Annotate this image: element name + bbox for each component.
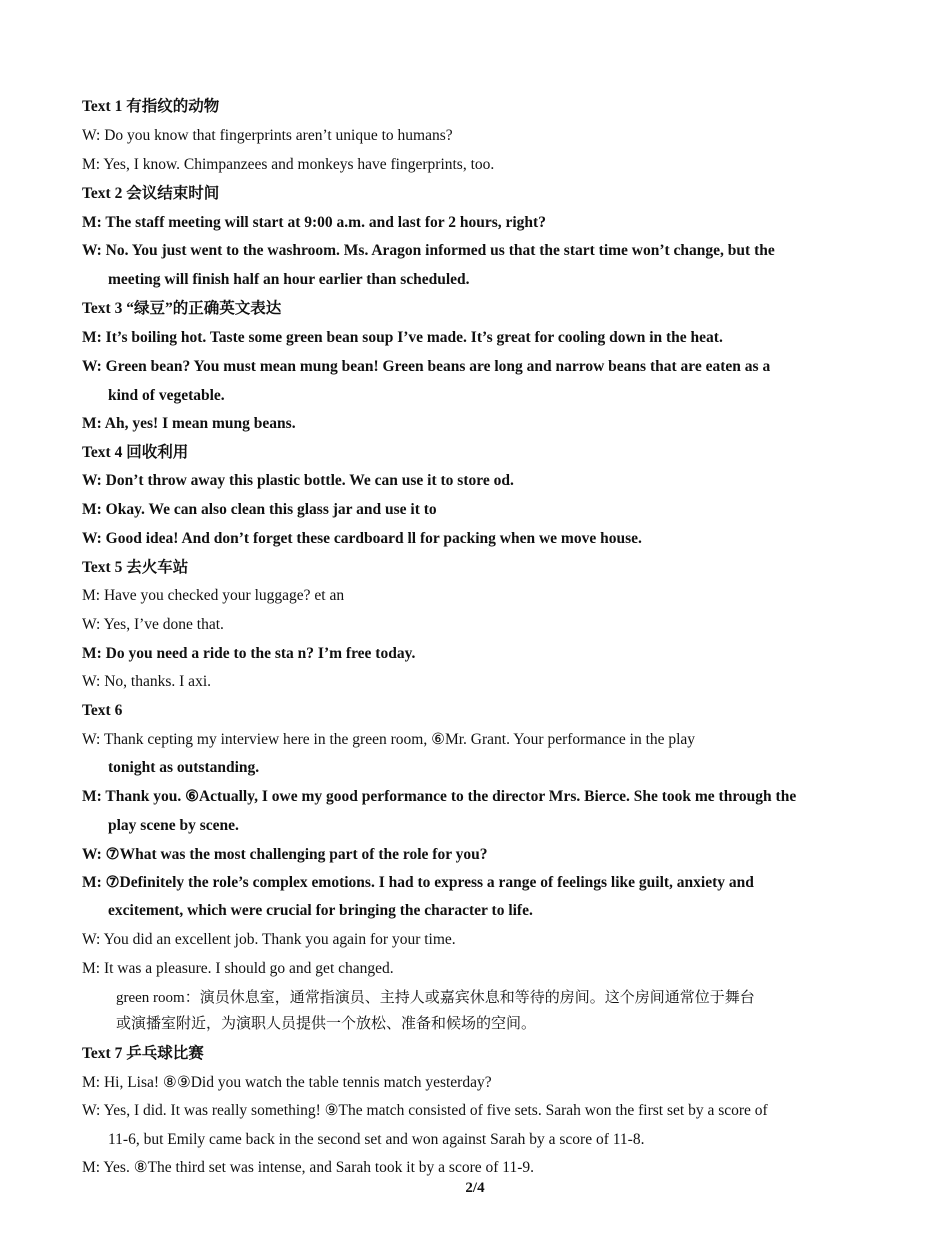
dialogue-line: W: Do you know that fingerprints aren’t unique to humans? xyxy=(82,127,453,144)
dialogue-line: M: Ah, yes! I mean mung beans. xyxy=(82,415,296,432)
section-heading-text4: Text 4 回收利用 xyxy=(82,444,189,461)
dialogue-line: W: Yes, I’ve done that. xyxy=(82,616,224,633)
dialogue-line: M: Do you need a ride to the sta n? I’m free today. xyxy=(82,645,416,662)
dialogue-line: M: Yes, I know. Chimpanzees and monkeys have fingerprints, too. xyxy=(82,156,495,173)
dialogue-line: W: Don’t throw away this plastic bottle. We can use it to store od. xyxy=(82,472,514,489)
section-heading-text3: Text 3 “绿豆”的正确英文表达 xyxy=(82,300,282,317)
dialogue-line: M: Have you checked your luggage? et an xyxy=(82,587,345,604)
dialogue-line-continued: meeting will finish half an hour earlier than scheduled. xyxy=(108,271,470,288)
dialogue-line: W: No. You just went to the washroom. Ms. Aragon informed us that the start time won’t change, but the xyxy=(82,242,775,259)
dialogue-line-continued: tonight as outstanding. xyxy=(108,759,260,776)
dialogue-line: W: Yes, I did. It was really something! ⑨The match consisted of five sets. Sarah won the first set by a score of xyxy=(82,1102,768,1119)
page-number: 2/4 xyxy=(465,1180,485,1196)
dialogue-line: W: ⑦What was the most challenging part of the role for you? xyxy=(82,846,488,863)
dialogue-line: M: It was a pleasure. I should go and get changed. xyxy=(82,960,394,977)
dialogue-line: W: You did an excellent job. Thank you again for your time. xyxy=(82,931,456,948)
dialogue-line: M: Yes. ⑧The third set was intense, and Sarah took it by a score of 11-9. xyxy=(82,1159,534,1176)
dialogue-line: M: Okay. We can also clean this glass jar and use it to xyxy=(82,501,437,518)
section-heading-text1: Text 1 有指纹的动物 xyxy=(82,98,220,115)
dialogue-line: W: No, thanks. I axi. xyxy=(82,673,211,690)
dialogue-line: M: ⑦Definitely the role’s complex emotions. I had to express a range of feelings like guilt, anxiety and xyxy=(82,874,754,891)
dialogue-line: M: Hi, Lisa! ⑧⑨Did you watch the table tennis match yesterday? xyxy=(82,1074,492,1091)
section-heading-text7: Text 7 乒乓球比赛 xyxy=(82,1045,204,1062)
dialogue-line-continued: excitement, which were crucial for bringing the character to life. xyxy=(108,902,533,919)
dialogue-line: W: Green bean? You must mean mung bean! Green beans are long and narrow beans that are eaten as a xyxy=(82,358,771,375)
section-heading-text2: Text 2 会议结束时间 xyxy=(82,185,220,202)
vocabulary-note-continued: 或演播室附近，为演职人员提供一个放松、准备和候场的空间。 xyxy=(116,1016,537,1032)
dialogue-line-continued: 11-6, but Emily came back in the second set and won against Sarah by a score of 11-8. xyxy=(108,1131,645,1148)
dialogue-line: W: Thank cepting my interview here in the green room, ⑥Mr. Grant. Your performance in the play xyxy=(82,731,696,748)
dialogue-line: M: Thank you. ⑥Actually, I owe my good performance to the director Mrs. Bierce. She took me through the xyxy=(82,788,797,805)
dialogue-line: M: The staff meeting will start at 9:00 a.m. and last for 2 hours, right? xyxy=(82,214,546,231)
section-heading-text5: Text 5 去火车站 xyxy=(82,559,189,576)
dialogue-line-continued: kind of vegetable. xyxy=(108,387,225,404)
vocabulary-note: green room：演员休息室，通常指演员、主持人或嘉宾休息和等待的房间。这个房间通常位于舞台 xyxy=(116,990,755,1006)
section-heading-text6: Text 6 xyxy=(82,702,123,719)
dialogue-line: M: It’s boiling hot. Taste some green bean soup I’ve made. It’s great for cooling down in the heat. xyxy=(82,329,723,346)
dialogue-line: W: Good idea! And don’t forget these cardboard ll for packing when we move house. xyxy=(82,530,642,547)
dialogue-line-continued: play scene by scene. xyxy=(108,817,239,834)
